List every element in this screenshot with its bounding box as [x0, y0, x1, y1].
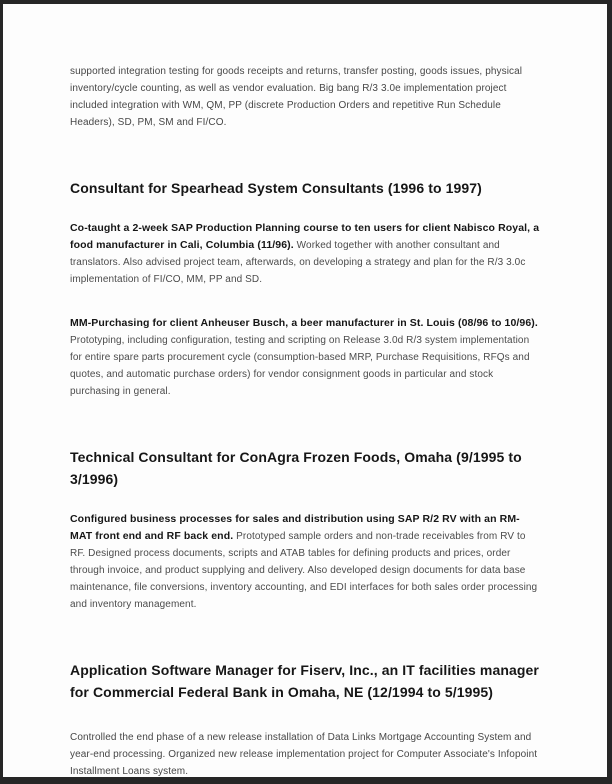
- entry-lead: Co-taught a 2-week SAP Production Planning course to ten users for client Nabisco Royal, a food manufacturer in Cali, Columbia (11/96).: [70, 222, 540, 251]
- entry-conagra: [70, 511, 540, 613]
- entry-lead: MM-Purchasing for client Anheuser Busch, a beer manufacturer in St. Louis (08/96 to 10/96).: [70, 317, 538, 329]
- entry-lead: Configured business processes for sales and distribution using SAP R/2 RV with an RM-MAT front end and RF back end.: [70, 513, 520, 542]
- entry-body: Prototyped sample orders and non-trade receivables from RV to RF. Designed process documents, scripts and ATAB tables for defining products and prices, order through invoice, and product supplying and delivery. Also developed design documents for data base maintenance, file conversions, inventory accounting, and EDI interfaces for both sales order processing and inventory management.: [70, 531, 538, 610]
- entry-body: Prototyping, including configuration, testing and scripting on Release 3.0d R/3 system implementation for entire spare parts procurement cycle (consumption-based MRP, Purchase Requisitions, RFQs and quotes, and automatic purchase orders) for vendor consignment goods in particular and stock purchasing in general.: [70, 335, 530, 397]
- section-heading-conagra: Technical Consultant for ConAgra Frozen Foods, Omaha (9/1995 to 3/1996): [70, 449, 522, 487]
- entry-anheuser-busch: [70, 315, 540, 400]
- page-content: [3, 4, 607, 780]
- section-heading-fiserv: Application Software Manager for Fiserv, Inc., an IT facilities manager for Commercial Federal Bank in Omaha, NE (12/1994 to 5/1995): [70, 662, 539, 700]
- entry-nabisco: [70, 220, 540, 288]
- section-heading-spearhead: Consultant for Spearhead System Consultants (1996 to 1997): [70, 180, 482, 196]
- entry-fiserv-body: Controlled the end phase of a new release installation of Data Links Mortgage Accounting System and year-end processing. Organized new release implementation project for Computer Associate's Infopoint Installment Loans system.: [70, 732, 538, 777]
- entry-body: Worked together with another consultant and translators. Also advised project team, afterwards, on developing a strategy and plan for the R/3 3.0c implementation of FI/CO, MM, PP and SD.: [70, 240, 526, 285]
- continuation-paragraph: supported integration testing for goods receipts and returns, transfer posting, goods issues, physical inventory/cycle counting, as well as vendor evaluation. Big bang R/3 3.0e implementation project included integration with WM, QM, PP (discrete Production Orders and repetitive Run Schedule Headers), SD, PM, SM and FI/CO.: [70, 66, 523, 128]
